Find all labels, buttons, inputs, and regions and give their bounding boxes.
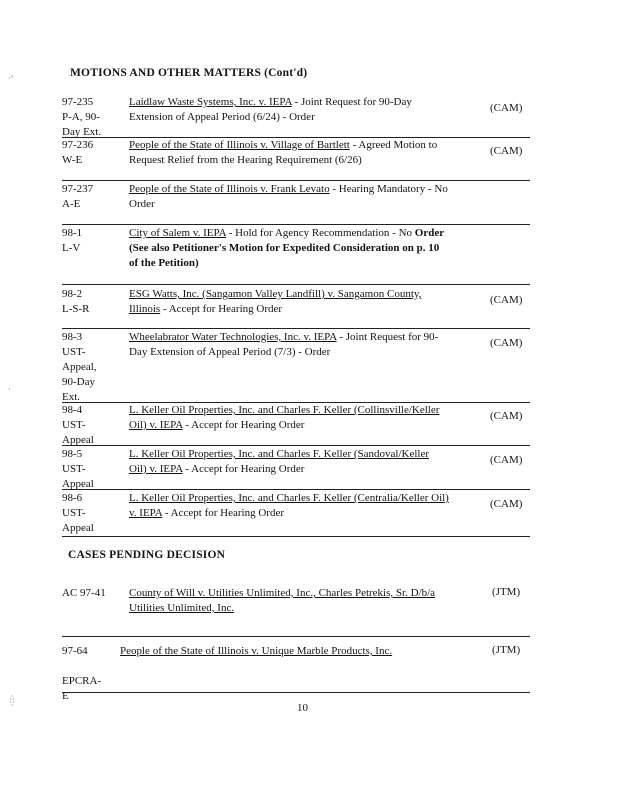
case-title: People of the State of Illinois v. Village of Bartlett — [129, 139, 350, 151]
case-title: Wheelabrator Water Technologies, Inc. v. IEPA — [129, 331, 337, 343]
case-title: City of Salem v. IEPA — [129, 227, 226, 239]
case-title: L. Keller Oil Properties, Inc. and Charles F. Keller (Sandoval/Keller Oil) v. IEPA — [129, 448, 430, 475]
case-action: - Accept for Hearing Order — [162, 507, 284, 519]
case-action: - Joint Request for 90-Day Extension of Appeal Period (6/24) - Order — [129, 96, 412, 123]
separator-line — [62, 636, 530, 637]
case-title: ESG Watts, Inc. (Sangamon Valley Landfill) v. Sangamon County, Illinois — [129, 288, 422, 315]
separator-line — [62, 445, 530, 446]
case-action: - Accept for Hearing Order — [182, 419, 305, 431]
case-title: L. Keller Oil Properties, Inc. and Charles F. Keller (Collinsville/Keller Oil) v. IEPA — [129, 404, 440, 431]
case-description — [129, 491, 449, 521]
assignee-code: (CAM) — [490, 102, 523, 114]
assignee-code: (CAM) — [490, 454, 523, 466]
case-description — [129, 182, 449, 212]
case-action: - Agreed Motion to Request Relief from the Hearing Requirement (6/26) — [129, 139, 438, 166]
assignee-code: (JTM) — [492, 586, 521, 598]
scan-speck: ∴ ∵ — [10, 694, 15, 708]
case-action-note: Order (See also Petitioner's Motion for Expedited Consideration on p. 10 of the Petition) — [129, 227, 444, 269]
assignee-code: (JTM) — [492, 644, 521, 656]
case-number: 98-6 UST- Appeal — [62, 492, 94, 534]
case-description — [129, 138, 449, 168]
separator-line — [62, 284, 530, 285]
case-title: L. Keller Oil Properties, Inc. and Charles F. Keller (Centralia/Keller Oil) v. IEPA — [129, 492, 449, 519]
case-action: - Joint Request for 90-Day Extension of Appeal Period (7/3) - Order — [129, 331, 439, 358]
case-number: 98-2 L-S-R — [62, 288, 90, 315]
case-title: County of Will v. Utilities Unlimited, Inc., Charles Petrekis, Sr. D/b/a Utilities Unlimited, Inc. — [129, 587, 436, 614]
case-title: People of the State of Illinois v. Unique Marble Products, Inc. — [120, 645, 393, 657]
case-number: 97-237 A-E — [62, 183, 94, 210]
case-number: 97-236 W-E — [62, 139, 94, 166]
case-number: 98-5 UST- Appeal — [62, 448, 94, 490]
case-number: 98-4 UST- Appeal — [62, 404, 94, 446]
case-title: People of the State of Illinois v. Frank Levato — [129, 183, 330, 195]
section-heading-pending: CASES PENDING DECISION — [68, 549, 226, 561]
case-action: - Accept for Hearing Order — [160, 303, 283, 315]
assignee-code: (CAM) — [490, 294, 523, 306]
assignee-code: (CAM) — [490, 498, 523, 510]
case-description — [129, 403, 449, 433]
assignee-code: (CAM) — [490, 145, 523, 157]
separator-line — [62, 224, 530, 225]
case-number: 98-3 UST- Appeal, 90-Day Ext. — [62, 331, 97, 403]
separator-line — [62, 489, 530, 490]
separator-line — [62, 328, 530, 329]
case-description — [120, 644, 460, 659]
case-description — [129, 586, 459, 616]
separator-line — [62, 180, 530, 181]
case-description — [129, 330, 449, 360]
assignee-code: (CAM) — [490, 337, 523, 349]
section-heading-motions: MOTIONS AND OTHER MATTERS (Cont'd) — [70, 67, 308, 79]
case-number: 98-1 L-V — [62, 227, 83, 254]
separator-line — [62, 536, 530, 537]
case-number: AC 97-41 — [62, 587, 106, 599]
case-action: - Accept for Hearing Order — [182, 463, 305, 475]
case-title: Laidlaw Waste Systems, Inc. v. IEPA — [129, 96, 292, 108]
assignee-code: (CAM) — [490, 410, 523, 422]
case-number: 97-235 P-A, 90- Day Ext. — [62, 96, 102, 138]
case-description — [129, 287, 449, 317]
separator-line — [62, 692, 530, 693]
case-description — [129, 226, 449, 271]
case-number: 97-64 EPCRA- E — [62, 645, 102, 702]
scan-speck: ·’ — [8, 74, 14, 83]
case-description — [129, 95, 449, 125]
case-action: - Hold for Agency Recommendation - No — [225, 227, 415, 239]
scan-speck: · — [8, 385, 11, 394]
case-action: - Hearing Mandatory - No Order — [129, 183, 448, 210]
page-number: 10 — [297, 702, 308, 714]
case-description — [129, 447, 449, 477]
